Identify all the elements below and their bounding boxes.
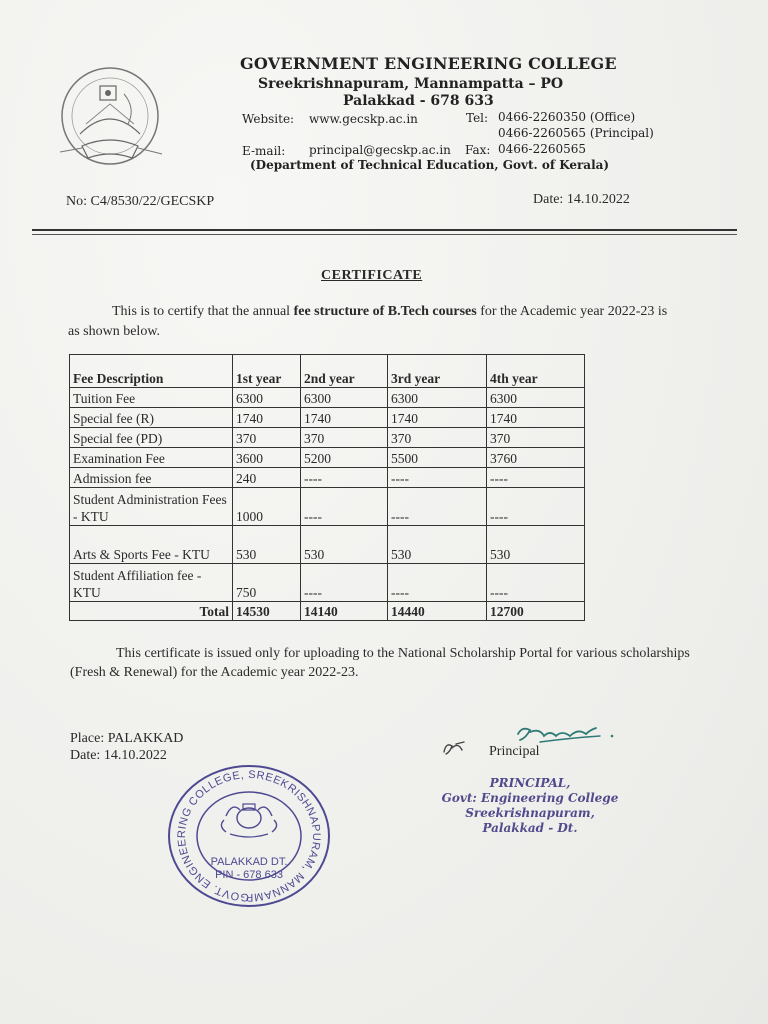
table-total-row (70, 602, 585, 621)
intro-text-b: for the Academic year 2022-23 is as shown below. (68, 304, 668, 339)
initials-icon (440, 738, 470, 758)
table-cell: 530 (233, 526, 301, 564)
table-cell: Special fee (R) (70, 408, 233, 428)
table-cell: 370 (301, 428, 388, 448)
table-row (70, 388, 585, 408)
certificate-title: CERTIFICATE (321, 268, 423, 283)
table-cell: 6300 (388, 388, 487, 408)
column-header: 1st year (233, 355, 301, 388)
fax-number: 0466-2260565 (498, 142, 587, 156)
table-cell: Student Affiliation fee - KTU (70, 564, 233, 602)
total-cell: 14530 (233, 602, 301, 621)
table-cell: 1740 (233, 408, 301, 428)
seal-district: PALAKKAD DT. (210, 856, 288, 868)
table-cell: 530 (487, 526, 585, 564)
table-cell: 1740 (388, 408, 487, 428)
certificate-purpose (70, 644, 690, 682)
email-link[interactable]: principal@gecskp.ac.in (309, 143, 451, 157)
tel-office: 0466-2260350 (Office) (498, 110, 636, 124)
total-cell: 12700 (487, 602, 585, 621)
total-cell: 14140 (301, 602, 388, 621)
place: Place: PALAKKAD (70, 731, 184, 746)
table-row (70, 408, 585, 428)
intro-text-bold: fee structure of B.Tech courses (293, 304, 477, 319)
table-cell: ---- (388, 488, 487, 526)
table-cell: ---- (487, 488, 585, 526)
table-cell: 240 (233, 468, 301, 488)
email-label: E-mail: (242, 144, 286, 158)
table-cell: 1000 (233, 488, 301, 526)
table-cell: ---- (301, 488, 388, 526)
table-cell: 370 (388, 428, 487, 448)
table-cell: ---- (388, 564, 487, 602)
table-cell: 530 (388, 526, 487, 564)
total-label: Total (70, 602, 233, 621)
signed-date: Date: 14.10.2022 (70, 748, 167, 763)
table-cell: Arts & Sports Fee - KTU (70, 526, 233, 564)
table-row (70, 488, 585, 526)
table-row (70, 564, 585, 602)
website-link[interactable]: www.gecskp.ac.in (309, 112, 418, 126)
table-cell: 370 (233, 428, 301, 448)
header-divider-thin (32, 234, 737, 235)
seal-pin: PIN - 678 633 (215, 869, 283, 881)
college-name: GOVERNMENT ENGINEERING COLLEGE (240, 54, 617, 73)
table-cell: 6300 (233, 388, 301, 408)
college-pincode: Palakkad - 678 633 (343, 93, 494, 109)
stamp-line: Sreekrishnapuram, (465, 806, 595, 820)
table-cell: Admission fee (70, 468, 233, 488)
college-address: Sreekrishnapuram, Mannampatta – PO (258, 76, 564, 92)
table-cell: ---- (487, 564, 585, 602)
reference-number: No: C4/8530/22/GECSKP (66, 194, 215, 209)
table-cell: 1740 (487, 408, 585, 428)
fax-label: Fax: (465, 143, 491, 157)
header-divider (32, 229, 737, 231)
principal-stamp (430, 776, 630, 836)
seal-ring-text: GOVT. ENGINEERING COLLEGE, SREEKRISHNAPURAM, MANNAMP (175, 768, 323, 904)
table-cell: 5500 (388, 448, 487, 468)
total-cell: 14440 (388, 602, 487, 621)
stamp-line: Govt: Engineering College (441, 791, 619, 805)
table-row (70, 468, 585, 488)
table-cell: 3760 (487, 448, 585, 468)
fee-structure-table (69, 354, 585, 621)
department-line: (Department of Technical Education, Govt. of Kerala) (250, 158, 610, 172)
stamp-line: PRINCIPAL, (489, 776, 571, 790)
tel-principal: 0466-2260565 (Principal) (498, 126, 654, 140)
certificate-intro (68, 302, 668, 342)
table-cell: 1740 (301, 408, 388, 428)
table-cell: 6300 (487, 388, 585, 408)
reference-date: Date: 14.10.2022 (533, 192, 630, 207)
table-cell: Examination Fee (70, 448, 233, 468)
table-row (70, 428, 585, 448)
table-cell: ---- (301, 468, 388, 488)
table-cell: 750 (233, 564, 301, 602)
table-header-row (70, 355, 585, 388)
principal-label: Principal (489, 744, 540, 759)
table-cell: ---- (487, 468, 585, 488)
table-cell: ---- (388, 468, 487, 488)
tel-label: Tel: (466, 111, 489, 125)
table-cell: 6300 (301, 388, 388, 408)
table-cell: Tuition Fee (70, 388, 233, 408)
college-seal (160, 760, 338, 910)
stamp-line: Palakkad - Dt. (482, 821, 578, 835)
table-cell: ---- (301, 564, 388, 602)
website-label: Website: (242, 112, 295, 126)
column-header: Fee Description (70, 355, 233, 388)
intro-text-a: This is to certify that the annual (112, 304, 294, 319)
college-logo-icon (52, 64, 172, 174)
column-header: 4th year (487, 355, 585, 388)
table-cell: 370 (487, 428, 585, 448)
table-cell: 530 (301, 526, 388, 564)
table-row (70, 448, 585, 468)
table-cell: Special fee (PD) (70, 428, 233, 448)
table-cell: 5200 (301, 448, 388, 468)
table-cell: Student Administration Fees - KTU (70, 488, 233, 526)
column-header: 2nd year (301, 355, 388, 388)
table-cell: 3600 (233, 448, 301, 468)
table-row (70, 526, 585, 564)
purpose-text: This certificate is issued only for uploading to the National Scholarship Portal for various scholarships (Fresh & Renewal) for the Academic year 2022-23. (70, 646, 690, 680)
column-header: 3rd year (388, 355, 487, 388)
seal-ring-icon (160, 760, 338, 910)
